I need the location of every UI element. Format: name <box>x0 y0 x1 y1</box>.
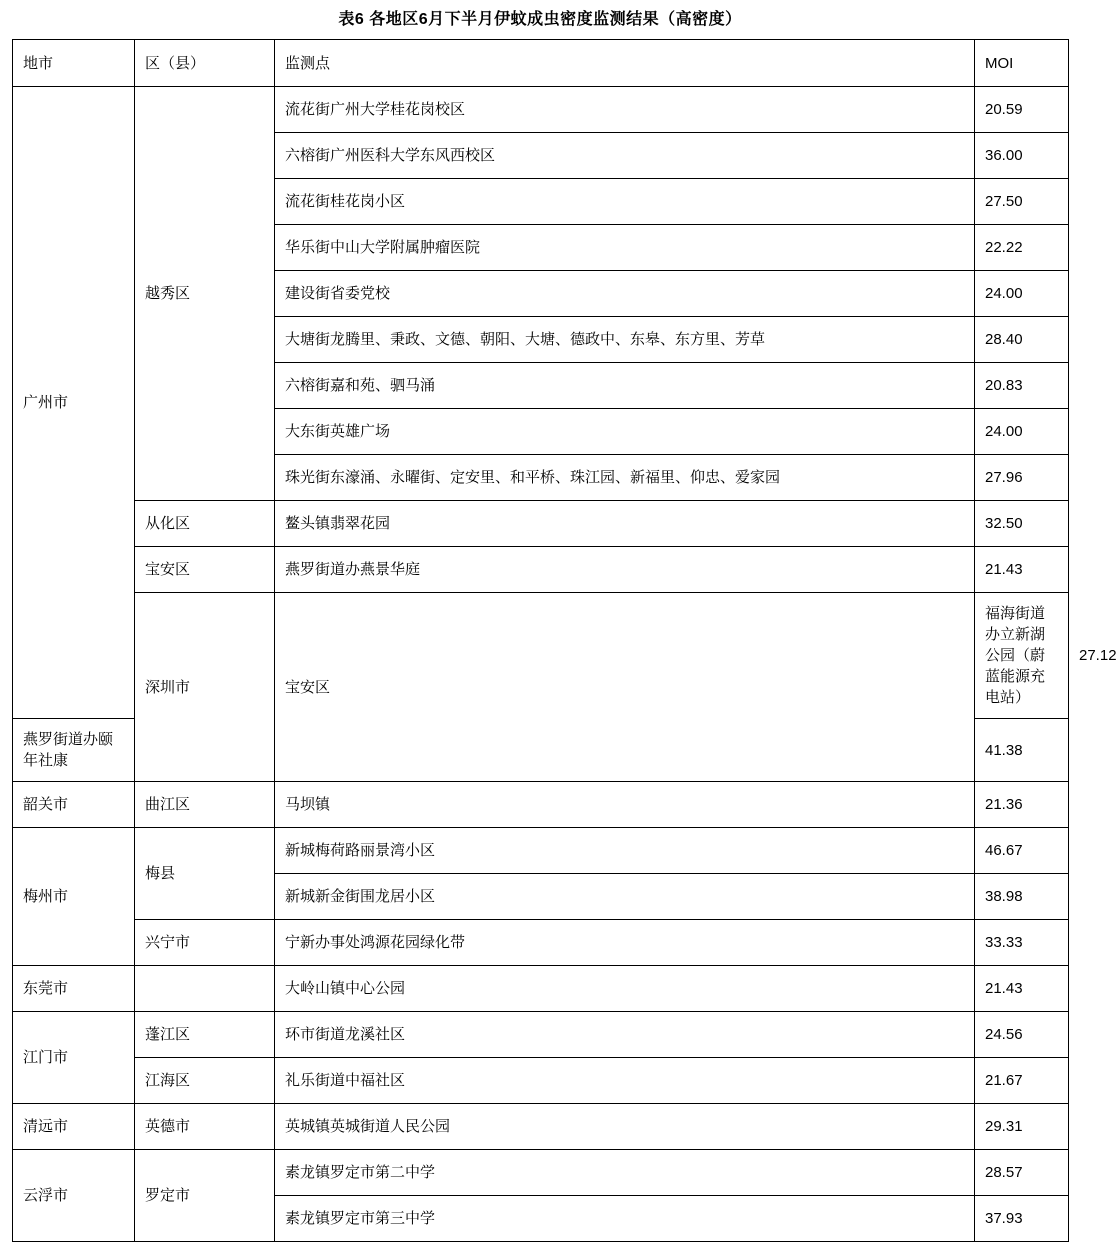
cell-district: 曲江区 <box>135 782 275 828</box>
cell-moi: 21.67 <box>975 1058 1069 1104</box>
cell-site: 福海街道办立新湖公园（蔚蓝能源充电站） <box>975 593 1069 719</box>
cell-site: 流花街桂花岗小区 <box>275 179 975 225</box>
cell-moi: 24.00 <box>975 409 1069 455</box>
cell-site: 新城新金街围龙居小区 <box>275 874 975 920</box>
table-row <box>13 966 1069 1012</box>
table-row: 深圳市 宝安区 福海街道办立新湖公园（蔚蓝能源充电站） 27.12 <box>13 593 1069 719</box>
cell-site: 建设街省委党校 <box>275 271 975 317</box>
table-row <box>13 1058 1069 1104</box>
table-row <box>13 547 1069 593</box>
cell-district: 蓬江区 <box>135 1012 275 1058</box>
cell-site: 大岭山镇中心公园 <box>275 966 975 1012</box>
cell-district: 宝安区 <box>275 593 975 782</box>
cell-moi: 29.31 <box>975 1104 1069 1150</box>
column-header-site: 监测点 <box>275 40 975 87</box>
cell-site: 燕罗街道办颐年社康 <box>13 719 135 782</box>
cell-moi: 33.33 <box>975 920 1069 966</box>
cell-city: 韶关市 <box>13 782 135 828</box>
cell-site: 英城镇英城街道人民公园 <box>275 1104 975 1150</box>
cell-moi: 24.56 <box>975 1012 1069 1058</box>
cell-moi: 27.50 <box>975 179 1069 225</box>
cell-moi: 20.83 <box>975 363 1069 409</box>
table-header-row <box>13 40 1069 87</box>
cell-city: 江门市 <box>13 1012 135 1104</box>
cell-site: 素龙镇罗定市第二中学 <box>275 1150 975 1196</box>
cell-moi: 32.50 <box>975 501 1069 547</box>
column-header-moi: MOI <box>975 40 1069 87</box>
cell-site: 宁新办事处鸿源花园绿化带 <box>275 920 975 966</box>
table-row <box>13 1104 1069 1150</box>
column-header-district: 区（县） <box>135 40 275 87</box>
table-row <box>13 828 1069 874</box>
cell-site: 大塘街龙腾里、秉政、文德、朝阳、大塘、德政中、东皋、东方里、芳草 <box>275 317 975 363</box>
cell-city: 清远市 <box>13 1104 135 1150</box>
table-header <box>13 40 1069 87</box>
cell-moi: 28.40 <box>975 317 1069 363</box>
cell-site: 新城梅荷路丽景湾小区 <box>275 828 975 874</box>
cell-site: 素龙镇罗定市第三中学 <box>275 1196 975 1242</box>
table-row <box>13 1150 1069 1196</box>
cell-moi: 28.57 <box>975 1150 1069 1196</box>
cell-city: 广州市 <box>13 87 135 719</box>
cell-moi: 27.96 <box>975 455 1069 501</box>
cell-site: 大东街英雄广场 <box>275 409 975 455</box>
cell-moi: 46.67 <box>975 828 1069 874</box>
cell-district: 从化区 <box>135 501 275 547</box>
cell-city: 梅州市 <box>13 828 135 966</box>
cell-district: 梅县 <box>135 828 275 920</box>
cell-moi: 21.36 <box>975 782 1069 828</box>
page-title: 表6 各地区6月下半月伊蚊成虫密度监测结果（高密度） <box>338 11 742 28</box>
table-row <box>13 87 1069 133</box>
table-row <box>13 501 1069 547</box>
cell-district <box>135 966 275 1012</box>
cell-city: 深圳市 <box>135 593 275 782</box>
cell-site: 流花街广州大学桂花岗校区 <box>275 87 975 133</box>
cell-district: 兴宁市 <box>135 920 275 966</box>
monitoring-results-table <box>12 39 1117 1242</box>
cell-site: 环市街道龙溪社区 <box>275 1012 975 1058</box>
cell-district: 宝安区 <box>135 547 275 593</box>
cell-site: 六榕街嘉和苑、驷马涌 <box>275 363 975 409</box>
column-header-city: 地市 <box>13 40 135 87</box>
cell-moi: 41.38 <box>975 719 1069 782</box>
cell-moi: 21.43 <box>975 547 1069 593</box>
cell-moi: 21.43 <box>975 966 1069 1012</box>
cell-site: 华乐街中山大学附属肿瘤医院 <box>275 225 975 271</box>
cell-site: 鳌头镇翡翠花园 <box>275 501 975 547</box>
cell-district: 英德市 <box>135 1104 275 1150</box>
cell-moi: 22.22 <box>975 225 1069 271</box>
cell-district: 江海区 <box>135 1058 275 1104</box>
cell-moi: 24.00 <box>975 271 1069 317</box>
cell-moi: 20.59 <box>975 87 1069 133</box>
table-body <box>13 87 1117 1242</box>
table-row <box>13 920 1069 966</box>
cell-site: 马坝镇 <box>275 782 975 828</box>
cell-site: 燕罗街道办燕景华庭 <box>275 547 975 593</box>
table-row <box>13 782 1069 828</box>
cell-city: 云浮市 <box>13 1150 135 1242</box>
cell-site: 六榕街广州医科大学东风西校区 <box>275 133 975 179</box>
cell-moi: 37.93 <box>975 1196 1069 1242</box>
cell-district: 越秀区 <box>135 87 275 501</box>
cell-moi: 36.00 <box>975 133 1069 179</box>
cell-site: 珠光街东濠涌、永曜街、定安里、和平桥、珠江园、新福里、仰忠、爱家园 <box>275 455 975 501</box>
cell-moi: 38.98 <box>975 874 1069 920</box>
cell-district: 罗定市 <box>135 1150 275 1242</box>
cell-site: 礼乐街道中福社区 <box>275 1058 975 1104</box>
cell-city: 东莞市 <box>13 966 135 1012</box>
table-row <box>13 1012 1069 1058</box>
